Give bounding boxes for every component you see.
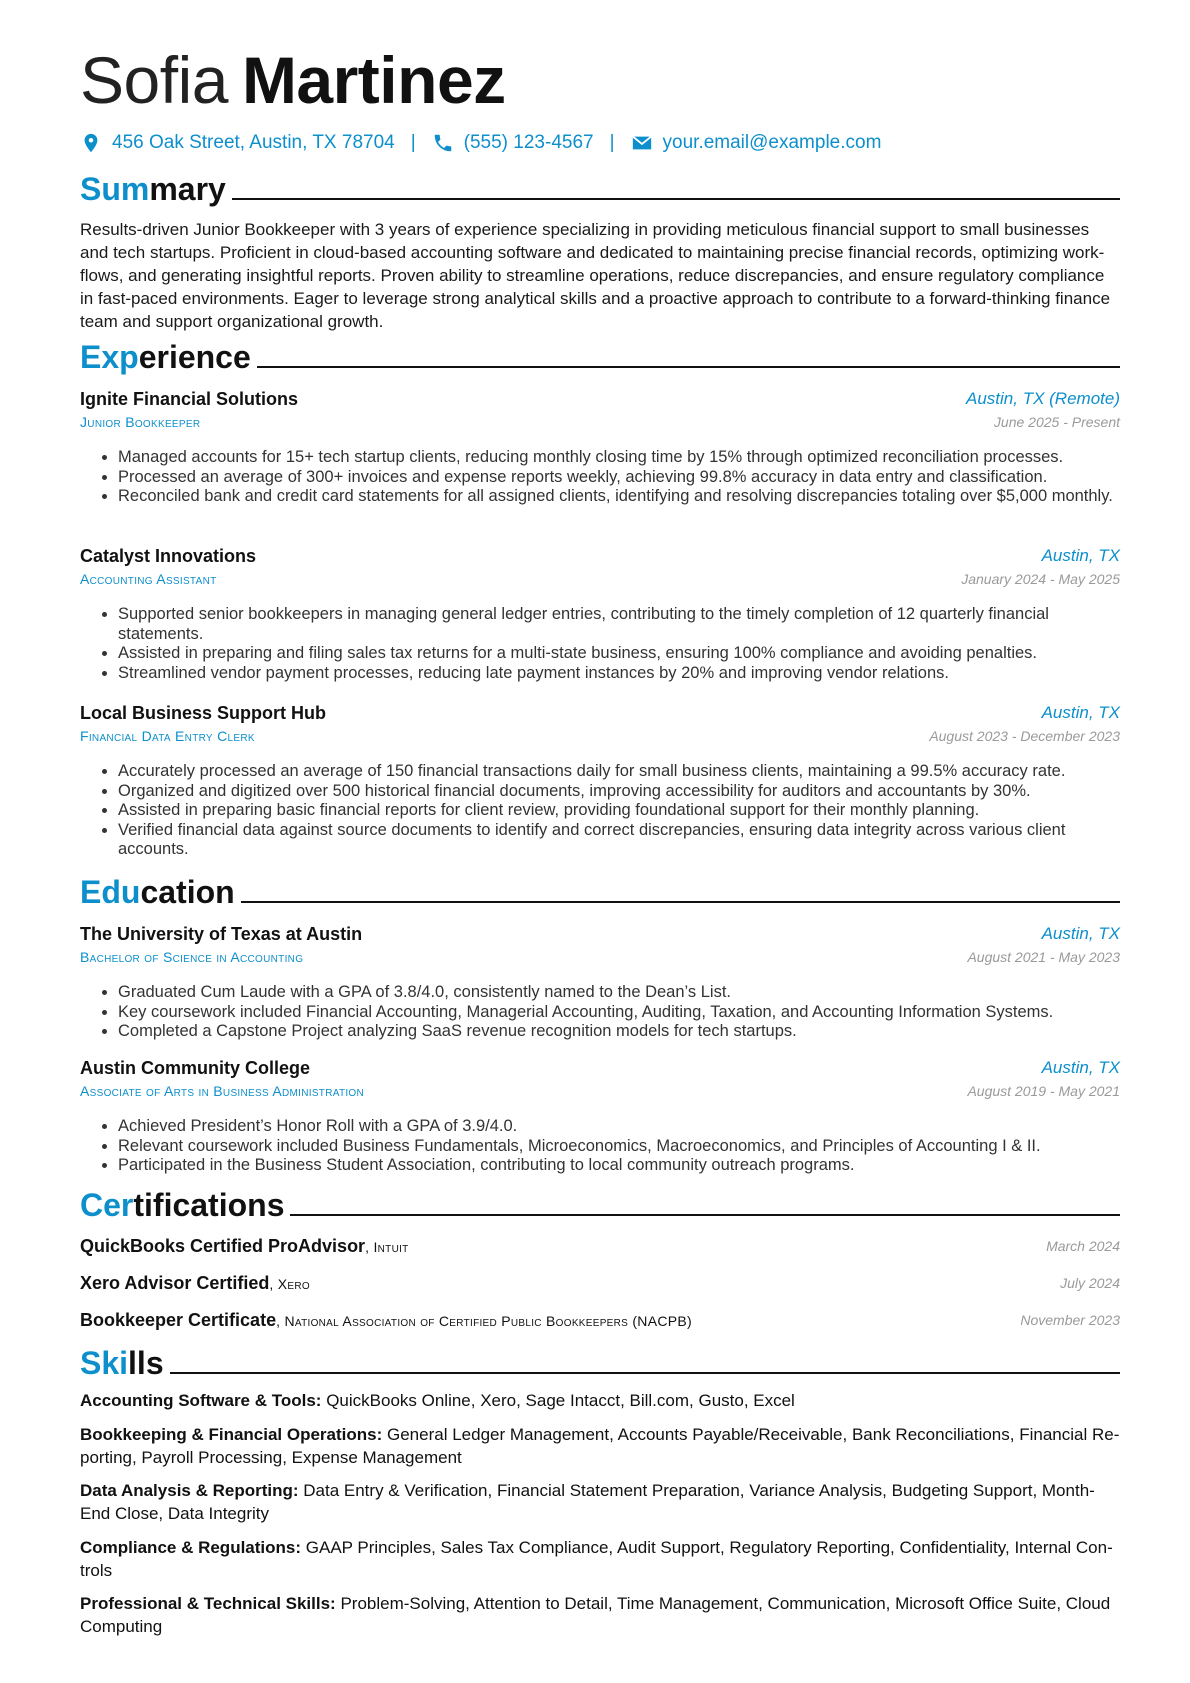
bullet-item: • Reconciled bank and credit card statements for all assigned clients, identifying and resolving discrepancies totaling over $5,000 monthly. <box>118 487 1118 507</box>
experience-heading <box>80 336 1120 376</box>
certification-name: Bookkeeper Certificate <box>80 1310 277 1330</box>
date-range: August 2019 - May 2021 <box>967 1083 1120 1099</box>
bullet-item: • Key coursework included Financial Accounting, Managerial Accounting, Auditing, Taxation, and Accounting Information Systems. <box>118 1003 1118 1023</box>
location: Austin, TX <box>1041 924 1120 943</box>
skill-category: Data Analysis & Reporting: <box>80 1481 299 1500</box>
certification-date: November 2023 <box>1020 1312 1120 1328</box>
organization: Local Business Support Hub <box>80 703 327 723</box>
bullet-item: • Assisted in preparing and filing sales tax returns for a multi-state business, ensuring 100% compliance and avoiding penalties. <box>118 644 1118 664</box>
location: Austin, TX <box>1041 1058 1120 1077</box>
bullet-list <box>98 983 1118 1042</box>
skill-group <box>80 1389 1120 1412</box>
phone-link[interactable]: (555) 123-4567 <box>463 132 594 153</box>
bullet-item: • Completed a Capstone Project analyzing SaaS revenue recognition models for tech startups. <box>118 1022 1118 1042</box>
section-rule <box>170 1372 1120 1374</box>
bullet-item: • Graduated Cum Laude with a GPA of 3.8/4.0, consistently named to the Dean’s List. <box>118 983 1118 1003</box>
institution: Austin Community College <box>80 1058 311 1078</box>
organization: Ignite Financial Solutions <box>80 389 299 409</box>
degree: Associate of Arts in Business Administration <box>80 1083 365 1099</box>
certifications-title-accent: Cer <box>80 1187 134 1223</box>
experience-entry <box>80 546 1120 592</box>
skills-heading <box>80 1342 1120 1382</box>
bullet-item: • Verified financial data against source documents to identify and correct discrepancies, ensuring data integrity across various client accounts. <box>118 821 1118 860</box>
skill-group <box>80 1479 1120 1525</box>
experience-title-accent: Exp <box>80 339 139 375</box>
certification-name: Xero Advisor Certified <box>80 1273 270 1293</box>
certification-date: July 2024 <box>1060 1275 1120 1291</box>
section-rule <box>257 366 1120 368</box>
summary-heading <box>80 168 1120 208</box>
bullet-item: • Supported senior bookkeepers in managing general ledger entries, contributing to the timely completion of 12 quarterly financial statements. <box>118 605 1118 644</box>
bullet-list <box>98 448 1118 507</box>
summary-title-rest: mary <box>149 171 226 207</box>
certifications-heading <box>80 1184 1120 1224</box>
summary-text: Results-driven Junior Bookkeeper with 3 years of experience specializing in providing meticulous financial support to small businesses and tech startups. Proficient in cloud-based accounting software and dedicated to maintaining precise financial records, optimizing work-flows, and generating insightful reports. Proven ability to streamline operations, reduce discrepancies, and ensure regulatory compliance in fast-paced environments. Eager to leverage strong analytical skills and a proactive approach to contribute to a forward-thinking finance team and support organizational growth. <box>80 220 1111 331</box>
skill-list: General Ledger Management, Accounts Payable/Receivable, Bank Reconciliations, Financial Re-porting, Payroll Processing, Expense Management <box>80 1425 1120 1467</box>
phone-icon <box>432 132 454 154</box>
skill-list: Data Entry & Verification, Financial Statement Preparation, Variance Analysis, Budgeting Support, Month-End Close, Data Integrity <box>80 1481 1095 1523</box>
first-name: Sofia <box>80 43 228 117</box>
skill-list: Problem-Solving, Attention to Detail, Time Management, Communication, Microsoft Office Suite, Cloud Computing <box>80 1594 1111 1636</box>
bullet-item: • Accurately processed an average of 150 financial transactions daily for small business clients, maintaining a 99.5% accuracy rate. <box>118 762 1118 782</box>
last-name: Martinez <box>241 43 506 117</box>
skill-category: Professional & Technical Skills: <box>80 1594 336 1613</box>
contact-line <box>80 132 881 154</box>
certification-item <box>80 1273 1120 1297</box>
education-heading <box>80 871 1120 911</box>
contact-separator: | <box>410 132 416 153</box>
skill-group <box>80 1536 1120 1582</box>
skill-category: Bookkeeping & Financial Operations: <box>80 1425 383 1444</box>
bullet-list <box>98 605 1118 683</box>
skill-list: GAAP Principles, Sales Tax Compliance, Audit Support, Regulatory Reporting, Confidentiality, Internal Con-trols <box>80 1538 1113 1580</box>
skill-category: Compliance & Regulations: <box>80 1538 302 1557</box>
organization: Catalyst Innovations <box>80 546 257 566</box>
date-range: August 2021 - May 2023 <box>967 949 1120 965</box>
certification-issuer: , Xero <box>269 1276 310 1292</box>
skill-list: QuickBooks Online, Xero, Sage Intacct, Bill.com, Gusto, Excel <box>321 1391 795 1410</box>
bullet-list <box>98 762 1118 860</box>
skills-title-accent: Ski <box>80 1345 129 1381</box>
bullet-item: • Streamlined vendor payment processes, reducing late payment instances by 20% and improving vendor relations. <box>118 664 1118 684</box>
education-title-accent: Edu <box>80 874 141 910</box>
certifications-title-rest: tifications <box>133 1187 285 1223</box>
contact-separator: | <box>609 132 615 153</box>
degree: Bachelor of Science in Accounting <box>80 949 304 965</box>
job-title: Financial Data Entry Clerk <box>80 728 255 744</box>
education-entry <box>80 924 1120 970</box>
institution: The University of Texas at Austin <box>80 924 363 944</box>
location: Austin, TX <box>1041 546 1120 565</box>
education-entry <box>80 1058 1120 1104</box>
section-rule <box>232 198 1120 200</box>
bullet-item: • Organized and digitized over 500 historical financial documents, improving accessibility for auditors and accountants by 30%. <box>118 782 1118 802</box>
summary-title-accent: Sum <box>80 171 150 207</box>
education-title-rest: cation <box>140 874 235 910</box>
bullet-item: • Achieved President’s Honor Roll with a GPA of 3.9/4.0. <box>118 1117 1118 1137</box>
address-link[interactable]: 456 Oak Street, Austin, TX 78704 <box>112 132 395 153</box>
skill-category: Accounting Software & Tools: <box>80 1391 322 1410</box>
envelope-icon <box>631 132 653 154</box>
bullet-list <box>98 1117 1118 1176</box>
certification-item <box>80 1310 1120 1334</box>
bullet-item: • Participated in the Business Student Association, contributing to local community outreach programs. <box>118 1156 1118 1176</box>
date-range: June 2025 - Present <box>993 414 1120 430</box>
experience-entry <box>80 703 1120 749</box>
candidate-name <box>80 40 506 120</box>
bullet-item: • Managed accounts for 15+ tech startup clients, reducing monthly closing time by 15% through optimized reconciliation processes. <box>118 448 1118 468</box>
certification-date: March 2024 <box>1046 1238 1120 1254</box>
location: Austin, TX (Remote) <box>966 389 1120 408</box>
email-link[interactable]: your.email@example.com <box>662 132 882 153</box>
section-rule <box>241 901 1120 903</box>
job-title: Accounting Assistant <box>80 571 217 587</box>
skills-title-rest: lls <box>128 1345 164 1381</box>
date-range: January 2024 - May 2025 <box>961 571 1120 587</box>
certification-name: QuickBooks Certified ProAdvisor <box>80 1236 366 1256</box>
certification-issuer: , Intuit <box>365 1239 409 1255</box>
experience-entry <box>80 389 1120 435</box>
date-range: August 2023 - December 2023 <box>929 728 1120 744</box>
skill-group <box>80 1423 1120 1469</box>
bullet-item: • Relevant coursework included Business Fundamentals, Microeconomics, Macroeconomics, and Principles of Accounting I & II. <box>118 1137 1118 1157</box>
experience-title-rest: erience <box>138 339 251 375</box>
certification-item <box>80 1236 1120 1260</box>
skill-group <box>80 1592 1120 1638</box>
map-pin-icon <box>80 132 102 154</box>
bullet-item: • Processed an average of 300+ invoices and expense reports weekly, achieving 99.8% accuracy in data entry and classification. <box>118 468 1118 488</box>
section-rule <box>290 1214 1120 1216</box>
certification-issuer: , National Association of Certified Public Bookkeepers (NACPB) <box>276 1313 692 1329</box>
bullet-item: • Assisted in preparing basic financial reports for client review, providing foundational support for their monthly planning. <box>118 801 1118 821</box>
job-title: Junior Bookkeeper <box>80 414 201 430</box>
location: Austin, TX <box>1041 703 1120 722</box>
